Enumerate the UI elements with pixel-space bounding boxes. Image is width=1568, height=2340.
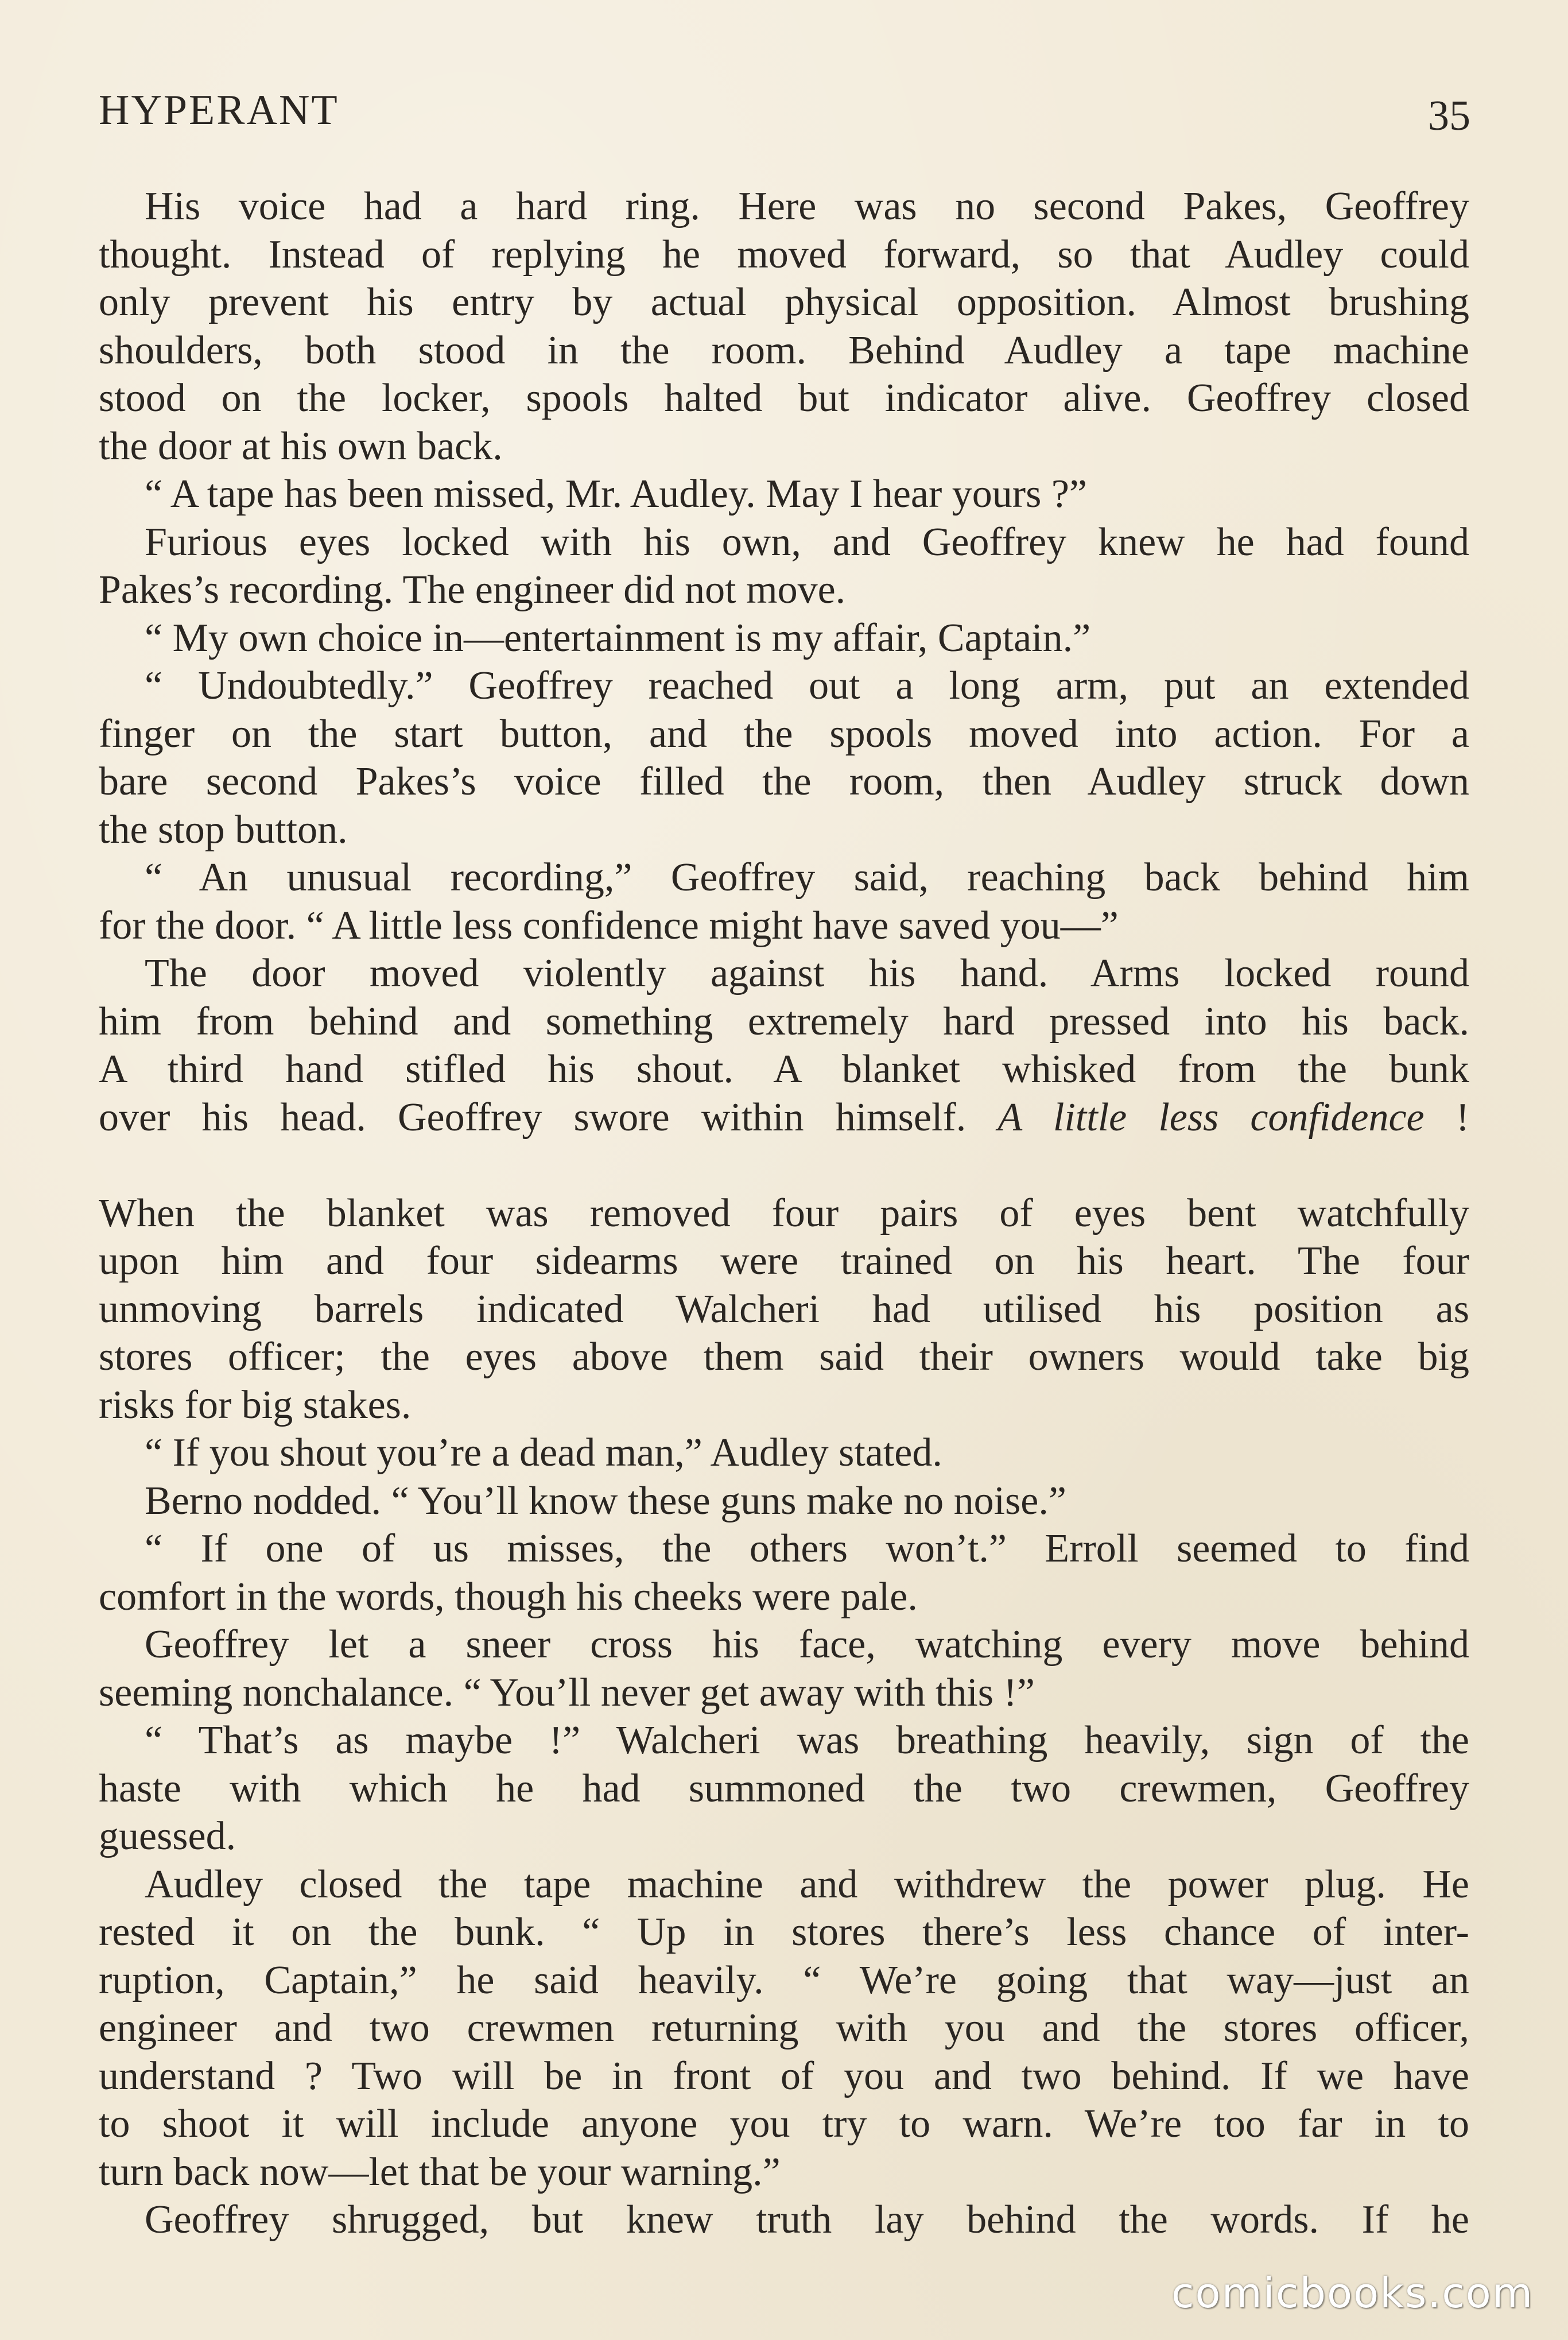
- text-line: Geoffrey shrugged, but knew truth lay behind the words. If he: [145, 2198, 1469, 2242]
- body-text: [99, 183, 1469, 2244]
- text-line: bare second Pakes’s voice filled the room, then Audley struck down: [99, 760, 1469, 804]
- text-line: Audley closed the tape machine and withdrew the power plug. He: [145, 1862, 1469, 1907]
- watermark: comicbooks.com: [1171, 2269, 1534, 2317]
- page-number: 35: [1428, 92, 1470, 140]
- text-line: His voice had a hard ring. Here was no second Pakes, Geoffrey: [145, 184, 1469, 228]
- text-line: the stop button.: [99, 807, 348, 852]
- text-line: upon him and four sidearms were trained on his heart. The four: [99, 1239, 1469, 1283]
- text-line: stood on the locker, spools halted but indicator alive. Geoffrey closed: [99, 376, 1469, 420]
- text-line: Geoffrey let a sneer cross his face, watching every move behind: [145, 1622, 1469, 1667]
- text-line: shoulders, both stood in the room. Behind Audley a tape machine: [99, 328, 1469, 373]
- text-line: unmoving barrels indicated Walcheri had utilised his position as: [99, 1287, 1469, 1331]
- text-line: him from behind and something extremely hard pressed into his back.: [99, 999, 1469, 1044]
- text-line: comfort in the words, though his cheeks were pale.: [99, 1574, 918, 1619]
- text-line: “ Undoubtedly.” Geoffrey reached out a long arm, put an extended: [145, 664, 1469, 708]
- text-line: risks for big stakes.: [99, 1382, 412, 1427]
- text-line: ruption, Captain,” he said heavily. “ We’re going that way—just an: [99, 1958, 1469, 2002]
- text-line: stores officer; the eyes above them said their owners would take big: [99, 1335, 1469, 1379]
- text-line: Furious eyes locked with his own, and Geoffrey knew he had found: [145, 520, 1469, 564]
- italic-phrase: A little less confidence: [998, 1095, 1425, 1140]
- text-line: haste with which he had summoned the two crewmen, Geoffrey: [99, 1766, 1469, 1811]
- text-line: the door at his own back.: [99, 424, 503, 468]
- text-line: finger on the start button, and the spools moved into action. For a: [99, 711, 1469, 756]
- text-line: “ An unusual recording,” Geoffrey said, reaching back behind him: [145, 855, 1469, 900]
- text-line: rested it on the bunk. “ Up in stores there’s less chance of inter-: [99, 1910, 1469, 1954]
- text-line: only prevent his entry by actual physical opposition. Almost brushing: [99, 280, 1469, 324]
- text-line: “ A tape has been missed, Mr. Audley. May I hear yours ?”: [145, 472, 1087, 516]
- text-line: understand ? Two will be in front of you and two behind. If we have: [99, 2054, 1469, 2098]
- text-line: to shoot it will include anyone you try to warn. We’re too far in to: [99, 2102, 1469, 2146]
- text-line: When the blanket was removed four pairs of eyes bent watchfully: [99, 1191, 1469, 1235]
- text-line: Pakes’s recording. The engineer did not move.: [99, 568, 846, 612]
- text-line: A third hand stifled his shout. A blanket whisked from the bunk: [99, 1047, 1469, 1091]
- text-line: thought. Instead of replying he moved forward, so that Audley could: [99, 232, 1469, 277]
- section-break: [99, 1141, 1469, 1190]
- running-head-title: HYPERANT: [99, 87, 339, 134]
- text-line: Berno nodded. “ You’ll know these guns make no noise.”: [145, 1478, 1066, 1523]
- text-line: for the door. “ A little less confidence might have saved you—”: [99, 903, 1119, 948]
- text-line: seeming nonchalance. “ You’ll never get away with this !”: [99, 1670, 1035, 1715]
- text-line: guessed.: [99, 1814, 236, 1858]
- text-line: “ If you shout you’re a dead man,” Audley stated.: [145, 1431, 942, 1475]
- text-line: over his head. Geoffrey swore within himself. A little less confidence !: [99, 1095, 1470, 1140]
- text-line: “ If one of us misses, the others won’t.” Erroll seemed to find: [145, 1527, 1469, 1571]
- text-line: The door moved violently against his hand. Arms locked round: [145, 951, 1469, 995]
- text-line: “ My own choice in—entertainment is my affair, Captain.”: [145, 615, 1091, 660]
- text-line: engineer and two crewmen returning with you and the stores officer,: [99, 2006, 1469, 2050]
- text-line: turn back now—let that be your warning.”: [99, 2149, 781, 2194]
- text-line: “ That’s as maybe !” Walcheri was breathing heavily, sign of the: [145, 1718, 1469, 1762]
